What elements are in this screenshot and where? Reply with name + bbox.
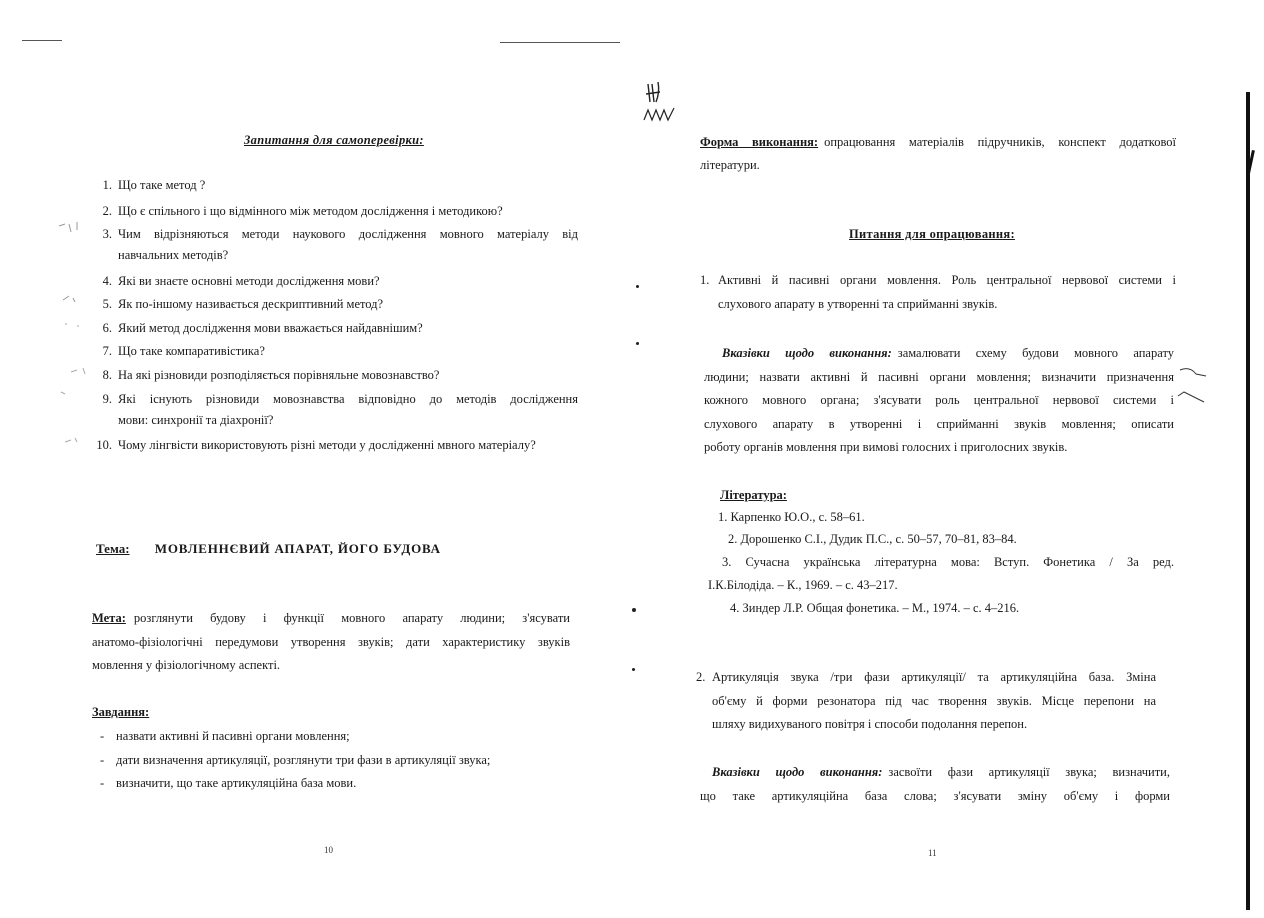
literature-item: 1. Карпенко Ю.О., с. 58–61.	[718, 510, 865, 524]
page-number: 11	[928, 848, 937, 858]
task-bullet: -	[100, 776, 105, 790]
instructions-line: роботу органів мовлення при вимові голосних і приголосних звуків.	[704, 440, 1068, 454]
scan-artifact-line	[22, 40, 62, 41]
instructions-label: Вказівки щодо виконання:	[722, 346, 892, 360]
question-text: Що таке метод ?	[118, 178, 206, 192]
instructions-text: засвоїти фази артикуляції звука; визначити,	[888, 765, 1170, 779]
question-number: 1.	[102, 178, 112, 192]
goal-text: розглянути будову і функції мовного апарату людини; з'ясувати	[133, 611, 570, 625]
question-text: Які ви знаєте основні методи дослідження мови?	[118, 274, 380, 288]
topic-title: МОВЛЕННЄВИЙ АПАРАТ, ЙОГО БУДОВА	[154, 541, 441, 556]
question-text: На які різновиди розподіляється порівняльне мовознавство?	[118, 368, 440, 382]
question-number: 7.	[102, 344, 112, 358]
handwritten-mark-icon	[640, 80, 682, 130]
question-text: Що є спільного і що відмінного між методом дослідження і методикою?	[118, 204, 503, 218]
form-line: літератури.	[700, 158, 760, 172]
question-text: Що таке компаративістика?	[118, 344, 265, 358]
question-number: 3.	[102, 227, 112, 241]
question-text: Чим відрізняються методи наукового дослідження мовного матеріалу від	[118, 227, 578, 241]
question-number: 5.	[102, 297, 112, 311]
margin-pencil-marks	[55, 220, 95, 460]
scan-dot	[636, 285, 639, 288]
topic-label: Тема:	[96, 541, 130, 556]
item-line: слухового апарату в утворенні та сприйманні звуків.	[718, 297, 998, 311]
page-number: 10	[324, 845, 333, 855]
item-line: Активні й пасивні органи мовлення. Роль центральної нервової системи і	[718, 273, 1176, 287]
scan-dot	[636, 342, 639, 345]
form-line	[700, 135, 1176, 150]
page-edge-shadow	[1246, 92, 1250, 910]
task-item: визначити, що таке артикуляційна база мови.	[116, 776, 357, 790]
instructions-line: що таке артикуляційна база слова; з'ясувати зміну об'єму і форми	[700, 789, 1170, 803]
item-number: 1.	[700, 273, 710, 287]
literature-label: Література:	[720, 488, 787, 502]
pencil-check-marks	[1176, 362, 1216, 412]
question-text: Як по-іншому називається дескриптивний метод?	[118, 297, 384, 311]
instructions-line: кожного мовного органа; з'ясувати роль центральної нервової системи і	[704, 393, 1174, 407]
instructions-line: слухового апарату в утворенні і сприйманні звуків мовлення; описати	[704, 417, 1174, 431]
instructions-line	[712, 765, 1170, 780]
question-text: Який метод дослідження мови вважається найдавнішим?	[118, 321, 423, 335]
instructions-line	[722, 346, 1174, 361]
instructions-text: замалювати схему будови мовного апарату	[897, 346, 1174, 360]
question-number: 8.	[102, 368, 112, 382]
question-text: Чому лінгвісти використовують різні методи у дослідженні мвного матеріалу?	[118, 438, 536, 452]
self-check-title: Запитання для самоперевірки:	[244, 133, 424, 147]
question-number: 9.	[102, 392, 112, 406]
item-line: об'єму й форми резонатора під час творення звуків. Місце перепони на	[712, 694, 1156, 708]
question-number: 2.	[102, 204, 112, 218]
task-item: назвати активні й пасивні органи мовлення;	[116, 729, 350, 743]
literature-item: 2. Дорошенко С.І., Дудик П.С., с. 50–57, 70–81, 83–84.	[728, 532, 1017, 546]
goal-line	[92, 611, 570, 626]
goal-line: анатомо-фізіологічні передумови утворення звуків; дати характеристику звуків	[92, 635, 570, 649]
scan-dot	[632, 668, 635, 671]
instructions-line: людини; назвати активні й пасивні органи мовлення; визначити призначення	[704, 370, 1174, 384]
literature-item: 3. Сучасна українська літературна мова: Вступ. Фонетика / За ред.	[722, 555, 1174, 569]
form-text: опрацювання матеріалів підручників, конспект додаткової	[824, 135, 1177, 149]
literature-item: 4. Зиндер Л.Р. Общая фонетика. – М., 1974. – с. 4–216.	[730, 601, 1020, 615]
task-bullet: -	[100, 729, 105, 743]
task-item: дати визначення артикуляції, розглянути три фази в артикуляції звука;	[116, 753, 491, 767]
question-number: 6.	[102, 321, 112, 335]
question-number: 10.	[96, 438, 112, 452]
literature-item-continued: І.К.Білодіда. – К., 1969. – с. 43–217.	[708, 578, 898, 592]
question-text-continued: навчальних методів?	[118, 248, 229, 262]
scan-artifact-line	[500, 42, 620, 43]
item-line: Артикуляція звука /три фази артикуляції/ та артикуляційна база. Зміна	[712, 670, 1156, 684]
topic-heading	[96, 541, 441, 557]
item-number: 2.	[696, 670, 706, 684]
form-label: Форма виконання:	[700, 135, 819, 149]
tasks-label: Завдання:	[92, 705, 150, 719]
scan-dot	[632, 608, 636, 612]
question-text-continued: мови: синхронії та діахронії?	[118, 413, 274, 427]
item-line: шляху видихуваного повітря і способи подолання перепон.	[712, 717, 1028, 731]
questions-heading: Питання для опрацювання:	[849, 227, 1015, 241]
question-text: Які існують різновиди мовознавства відповідно до методів дослідження	[118, 392, 578, 406]
goal-label: Мета:	[92, 611, 126, 625]
goal-line: мовлення у фізіологічному аспекті.	[92, 658, 281, 672]
task-bullet: -	[100, 753, 105, 767]
instructions-label: Вказівки щодо виконання:	[712, 765, 883, 779]
question-number: 4.	[102, 274, 112, 288]
